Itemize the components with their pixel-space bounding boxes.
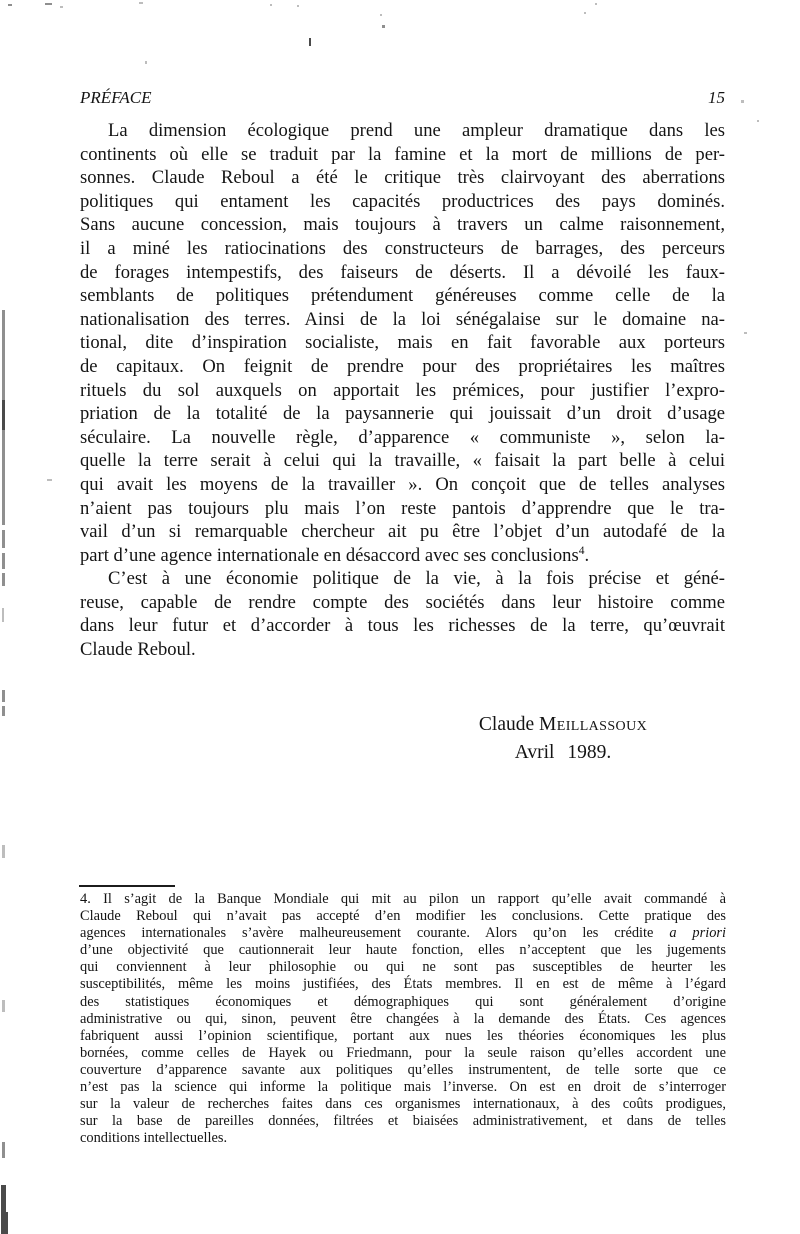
scan-artifact [270, 4, 272, 6]
scan-artifact [2, 530, 5, 548]
text-line: séculaire. La nouvelle règle, d’apparence « communiste », selon la- [80, 426, 725, 448]
running-header [80, 88, 725, 108]
paragraph [80, 567, 725, 661]
author-surname: Meillassoux [539, 714, 648, 735]
paragraph [80, 119, 725, 567]
scan-artifact [2, 400, 5, 430]
text-line: de forages intempestifs, des faiseurs de déserts. Il a dévoilé les faux- [80, 261, 725, 283]
text-line: susceptibilités, même les moins justifiées, des États membres. Il en est de même à l’égard [80, 976, 726, 993]
text-line: des statistiques économiques et démographiques qui sont généralement d’origine [80, 993, 726, 1010]
text-line: sur la base de pareilles données, filtrées et biaisées administrativement, et dans de telles [80, 1113, 726, 1130]
text-line: agences internationales s’avère malheureusement courante. Alors qu’on les crédite a priori [80, 925, 726, 942]
scan-artifact [8, 4, 12, 6]
scan-artifact [744, 332, 747, 334]
author-name: Claude Meillassoux [478, 714, 648, 735]
page-number: 15 [708, 88, 725, 107]
text-line: quelle la terre serait à celui qui la travaille, « faisait la part belle à celui [80, 450, 725, 472]
text-line: continents où elle se traduit par la famine et la mort de millions de per- [80, 143, 725, 165]
text-line: C’est à une économie politique de la vie, à la fois précise et géné- [108, 568, 725, 590]
text-line: tional, dite d’inspiration socialiste, mais en fait favorable aux porteurs [80, 332, 725, 354]
text-line: couverture d’apparence savante aux politiques qu’elles instrumentent, de telle sorte que ce [80, 1061, 726, 1078]
text-line: sur la valeur de recherches faites dans ces organismes internationaux, à des coûts prodigues, [80, 1096, 726, 1113]
scan-artifact [2, 706, 5, 716]
scan-artifact [2, 690, 5, 702]
text-line: d’une objectivité que cautionnerait leur haute fonction, elles n’acceptent que les jugements [80, 942, 726, 959]
scan-artifact [2, 573, 5, 586]
scan-artifact [382, 25, 385, 28]
scan-artifact [145, 61, 147, 64]
text-line: qui conviennent à leur philosophie ou qui ne sont pas susceptibles de heurter les [80, 959, 726, 976]
footnote-rule [79, 885, 175, 887]
scan-artifact [380, 14, 382, 16]
text-line: politiques qui entament les capacités productrices des pays dominés. [80, 190, 725, 212]
text-line: administrative ou qui, sinon, peuvent être changées à la demande des États. Ces agences [80, 1010, 726, 1027]
text-line: semblants de politiques prétendument généreuses comme celle de la [80, 285, 725, 307]
text-line: n’est pas la science qui informe la politique mais l’inverse. On est en droit de s’interroger [80, 1079, 726, 1096]
text-line: conditions intellectuelles. [80, 1130, 228, 1147]
footnote-paragraph [80, 891, 726, 1147]
signature-date: Avril 1989. [514, 741, 612, 763]
text-line: dans leur futur et d’accorder à tous les richesses de la terre, qu’œuvrait [80, 615, 725, 637]
text-line: part d’une agence internationale en désaccord avec ses conclusions$^4$. [80, 544, 590, 566]
text-line: bornées, comme celles de Hayek ou Friedmann, pour la seule raison qu’elles accordent une [80, 1044, 726, 1061]
body-text [80, 119, 725, 662]
text-line: reuse, capable de rendre compte des sociétés dans leur histoire comme [80, 591, 725, 613]
footnote [80, 891, 726, 1147]
text-line: Claude Reboul. [80, 639, 196, 661]
text-line: il a miné les ratiocinations des constructeurs de barrages, des perceurs [80, 237, 725, 259]
signature-block [438, 711, 688, 766]
scan-artifact [297, 5, 299, 7]
text-line: rituels du sol auxquels on apportait les prémices, pour justifier l’expro- [80, 379, 725, 401]
scan-artifact [47, 479, 52, 481]
scan-artifact [2, 553, 5, 569]
page-title: PRÉFACE [80, 88, 152, 107]
text-line: Sans aucune concession, mais toujours à travers un calme raisonnement, [80, 214, 725, 236]
text-line: 4. Il s’agit de la Banque Mondiale qui mit au pilon un rapport qu’elle avait commandé à [80, 891, 726, 907]
scan-artifact [741, 100, 744, 103]
scan-artifact [2, 845, 5, 858]
scan-artifact [45, 3, 52, 5]
text-line: nationalisation des terres. Ainsi de la loi sénégalaise sur le domaine na- [80, 308, 725, 330]
scan-artifact [2, 608, 4, 622]
scan-artifact [309, 38, 311, 46]
text-line: vail d’un si remarquable chercheur ait pu être l’objet d’un autodafé de la [80, 521, 725, 543]
text-line: La dimension écologique prend une ampleur dramatique dans les [108, 120, 725, 141]
scan-artifact [595, 3, 597, 5]
text-line: qui avait les moyens de la travailler ». On conçoit que de telles analyses [80, 473, 725, 495]
scan-artifact [139, 2, 143, 4]
scan-artifact [60, 6, 63, 8]
scan-artifact [2, 1142, 5, 1158]
scan-artifact [584, 12, 586, 14]
text-line: sonnes. Claude Reboul a été le critique très clairvoyant des aberrations [80, 167, 725, 189]
scan-artifact [2, 1000, 5, 1012]
text-line: n’aient pas toujours plu mais l’on reste pantois d’apprendre que le tra- [80, 497, 725, 519]
text-line: fabriquent aussi l’opinion scientifique, portant aux nues les théories économiques les plus [80, 1027, 726, 1044]
scan-artifact [1, 1212, 8, 1234]
text-line: Claude Reboul qui n’avait pas accepté d’en modifier les conclusions. Cette pratique des [80, 908, 726, 925]
text-line: priation de la totalité de la paysannerie qui jouissait d’un droit d’usage [80, 403, 725, 425]
scan-artifact [757, 120, 759, 122]
text-line: de capitaux. On feignit de prendre pour des propriétaires les maîtres [80, 355, 725, 377]
